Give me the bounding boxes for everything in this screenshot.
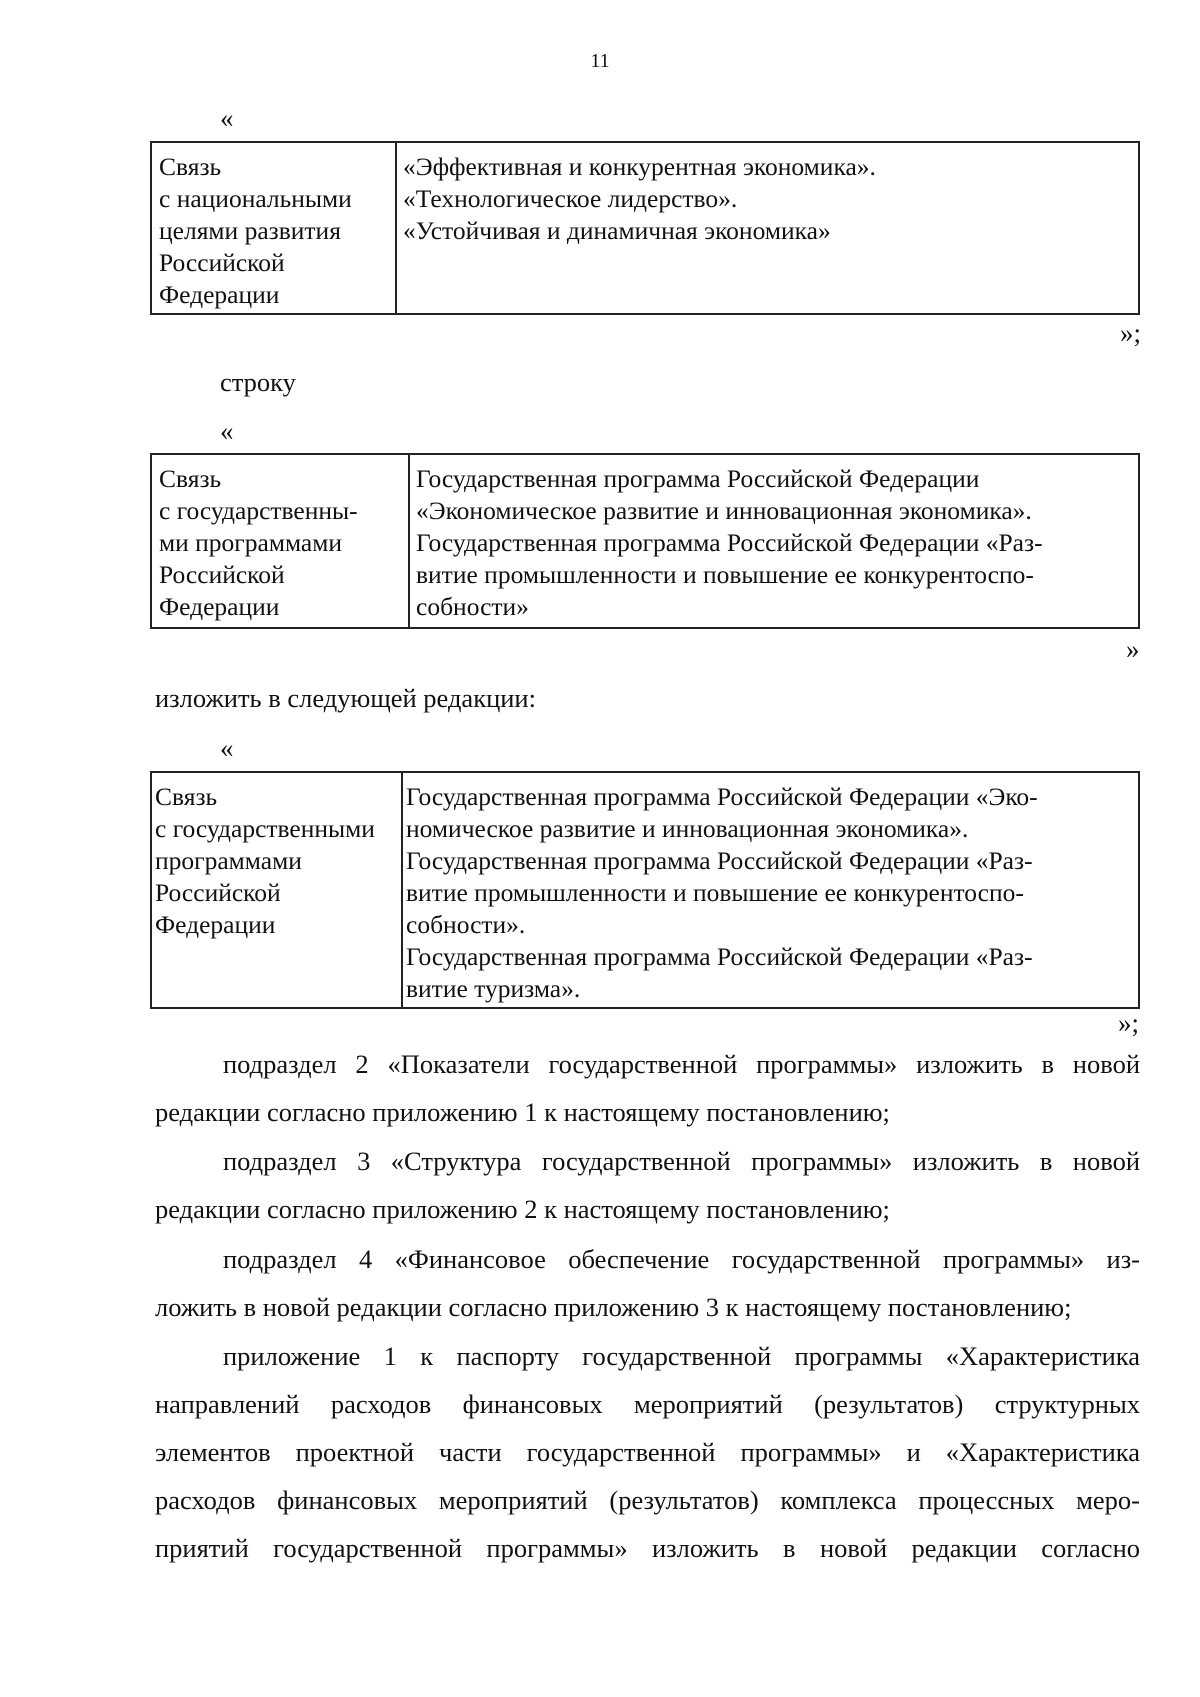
cell-line: «Устойчивая и динамичная экономика»	[403, 216, 831, 245]
page-number: 11	[590, 50, 610, 72]
cell-line: Федерации	[155, 910, 276, 939]
cell-line: с государственны-	[159, 496, 358, 525]
paragraph-line: приятий государственной программы» изложить в новой редакции согласно	[155, 1533, 1140, 1563]
new-edition-label: изложить в следующей редакции:	[155, 683, 536, 713]
table-left-cell	[151, 772, 402, 1008]
close-quote-3: »;	[1118, 1008, 1140, 1038]
cell-line: Российской	[159, 248, 285, 277]
table-right-cell	[409, 454, 1139, 628]
paragraph-line: подраздел 2 «Показатели государственной программы» изложить в новой	[223, 1049, 1140, 1079]
cell-line: собности».	[406, 910, 526, 939]
paragraph-subsection-3	[155, 1137, 1140, 1233]
paragraph-line: приложение 1 к паспорту государственной программы «Характеристика	[223, 1341, 1140, 1371]
table-right-cell	[402, 772, 1139, 1008]
cell-line: «Технологическое лидерство».	[403, 184, 738, 213]
cell-line: Связь	[159, 152, 222, 181]
paragraph-line: расходов финансовых мероприятий (результатов) комплекса процессных меро-	[155, 1485, 1140, 1515]
open-quote-2: «	[220, 416, 234, 446]
table-state-programs-new	[150, 771, 1140, 1009]
open-quote-3: «	[220, 733, 234, 763]
paragraph-line: элементов проектной части государственной программы» и «Характеристика	[155, 1437, 1140, 1467]
table-state-programs-old	[150, 453, 1140, 629]
paragraph-line: направлений расходов финансовых мероприятий (результатов) структурных	[155, 1389, 1140, 1419]
cell-line: «Эффективная и конкурентная экономика».	[403, 152, 876, 181]
paragraph-line: редакции согласно приложению 1 к настоящему постановлению;	[155, 1097, 890, 1127]
paragraph-line: ложить в новой редакции согласно приложению 3 к настоящему постановлению;	[155, 1292, 1072, 1322]
cell-line: ми программами	[159, 528, 343, 557]
cell-line: с государственными	[155, 814, 375, 843]
cell-line: Государственная программа Российской Федерации «Раз-	[406, 846, 1033, 875]
cell-line: программами	[155, 846, 302, 875]
table-left-cell	[151, 142, 396, 314]
cell-line: номическое развитие и инновационная экономика».	[406, 814, 969, 843]
paragraph-appendix-1	[155, 1332, 1140, 1572]
cell-line: «Экономическое развитие и инновационная экономика».	[416, 496, 1032, 525]
paragraph-line: редакции согласно приложению 2 к настоящему постановлению;	[155, 1194, 890, 1224]
cell-line: витие промышленности и повышение ее конкурентоспо-	[406, 878, 1024, 907]
cell-line: Государственная программа Российской Федерации «Эко-	[406, 782, 1038, 811]
cell-line: Государственная программа Российской Федерации	[416, 464, 980, 493]
cell-line: Государственная программа Российской Федерации «Раз-	[406, 942, 1033, 971]
cell-line: Связь	[155, 782, 218, 811]
paragraph-subsection-2	[155, 1040, 1140, 1136]
cell-line: Федерации	[159, 280, 280, 309]
table-national-goals	[150, 141, 1140, 315]
cell-line: Российской	[159, 560, 285, 589]
close-quote-2: »	[1126, 634, 1140, 664]
cell-line: Федерации	[159, 592, 280, 621]
paragraph-line: подраздел 4 «Финансовое обеспечение государственной программы» из-	[223, 1244, 1140, 1274]
cell-line: собности»	[416, 592, 529, 621]
close-quote-1: »;	[1120, 318, 1142, 348]
paragraph-subsection-4	[155, 1235, 1140, 1331]
cell-line: Связь	[159, 464, 222, 493]
cell-line: Государственная программа Российской Федерации «Раз-	[416, 528, 1043, 557]
paragraph-line: подраздел 3 «Структура государственной программы» изложить в новой	[223, 1146, 1140, 1176]
cell-line: целями развития	[159, 216, 341, 245]
table-left-cell	[151, 454, 409, 628]
cell-line: с национальными	[159, 184, 352, 213]
table-right-cell	[396, 142, 1139, 314]
cell-line: витие туризма».	[406, 974, 581, 1003]
cell-line: Российской	[155, 878, 281, 907]
open-quote-1: «	[220, 103, 234, 133]
label-row: строку	[220, 367, 296, 397]
cell-line: витие промышленности и повышение ее конкурентоспо-	[416, 560, 1034, 589]
